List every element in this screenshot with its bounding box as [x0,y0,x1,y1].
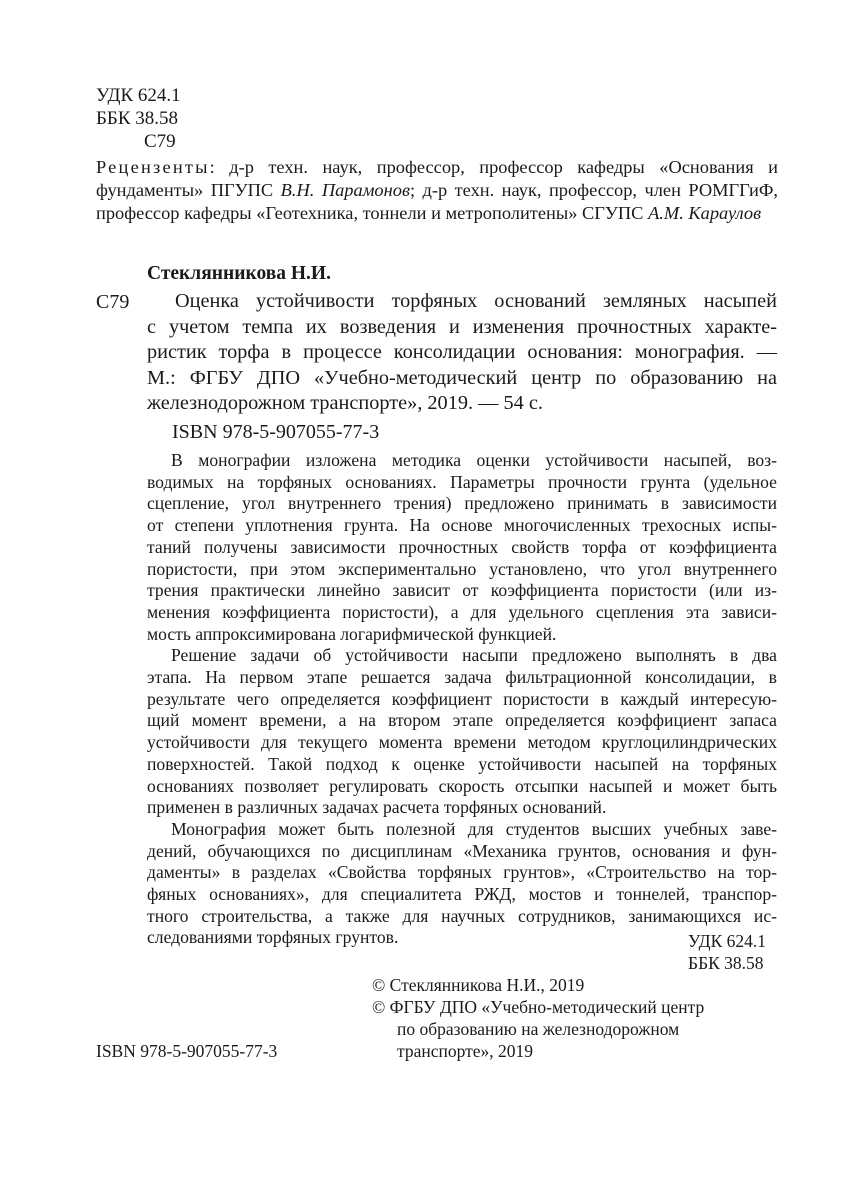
abstract-line: В монографии изложена методика оценки устойчивости насыпей, воз- [171,450,777,470]
abstract-line: мость аппроксимирована логарифмической функцией. [147,623,557,644]
copyright-author: © Стеклянникова Н.И., 2019 [372,975,585,995]
abstract-paragraph-1 [147,450,777,645]
title-line: ристик торфа в процессе консолидации основания: монография. — [147,341,777,364]
reviewers-label: Рецензенты [96,157,210,177]
abstract-line: от степени уплотнения грунта. На основе многочисленных трехосных испы- [147,515,777,536]
reviewer-name-1: В.Н. Парамонов [280,180,410,200]
reviewers-paragraph [96,156,778,225]
abstract-line: тного строительства, а также для научных сотрудников, занимающихся ис- [147,905,777,926]
title-line: Оценка устойчивости торфяных оснований земляных насыпей [175,290,777,312]
reviewer-name-2: А.М. Караулов [648,203,762,223]
abstract-line: Монография может быть полезной для студентов высших учебных заве- [171,818,777,839]
title-line: М.: ФГБУ ДПО «Учебно-методический центр по образованию на [147,366,777,389]
title-line: железнодорожном транспорте», 2019. — 54 с. [147,392,543,415]
footer-udk: УДК 624.1 [688,931,766,951]
bibliographic-title [147,289,777,417]
abstract-line: щий момент времени, а на втором этапе определяется коэффициент запаса [147,710,777,731]
abstract-line: дений, обучающихся по дисциплинам «Механика грунтов, основания и фун- [147,840,777,861]
abstract-line: трения практически линейно зависит от коэффициента пористости (или из- [147,580,777,601]
title-line: с учетом темпа их возведения и изменения прочностных характе- [147,315,777,338]
abstract-line: этапа. На первом этапе решается задача фильтрационной консолидации, в [147,667,777,688]
bbk-code: ББК 38.58 [96,108,178,129]
copyright-block [372,974,704,1062]
udk-code: УДК 624.1 [96,85,181,106]
copyright-publisher-line-3: транспорте», 2019 [397,1041,534,1061]
record-code: С79 [96,291,130,313]
abstract-line: применен в различных задачах расчета торфяных оснований. [147,797,607,818]
abstract-line: водимых на торфяных основаниях. Параметры прочности грунта (удельное [147,471,777,492]
footer-classification [688,930,766,974]
abstract-line: сцепление, угол внутреннего трения) предложено принимать в зависимости [147,493,777,514]
footer-bbk: ББК 38.58 [688,953,764,973]
reviewers-text-2: ; д-р техн. наук, профессор, член РОМГГиФ, профессор кафедры «Геотехника, тоннели и метрополитены» СГУПС [96,180,778,223]
abstract-line: Решение задачи об устойчивости насыпи предложено выполнять в два [171,645,777,666]
reviewers-text-1: : д-р техн. наук, профессор, профессор кафедры «Основания и фундаменты» ПГУПС [96,157,778,200]
abstract-paragraph-3 [147,819,777,949]
footer-isbn: ISBN 978-5-907055-77-3 [96,1041,278,1061]
copyright-publisher-line-2: по образованию на железнодорожном [397,1019,680,1039]
abstract-paragraph-2 [147,645,777,819]
author-mark: С79 [144,131,176,152]
abstract-line: менения коэффициента пористости), а для удельного сцепления эта зависи- [147,601,777,622]
copyright-publisher: © ФГБУ ДПО «Учебно-методический центр [372,997,705,1017]
abstract-line: основаниях позволяет регулировать скорость отсыпки насыпей и может быть [147,775,777,796]
abstract [147,450,777,949]
abstract-line: фяных основаниях», для специалитета РЖД, мостов и тоннелей, транспор- [147,884,777,905]
abstract-line: следованиями торфяных грунтов. [147,927,399,948]
abstract-line: устойчивости для текущего момента времени методом круглоцилиндрических [147,732,777,753]
abstract-line: даменты» в разделах «Свойства торфяных грунтов», «Строительство на тор- [147,862,777,883]
abstract-line: результате чего определяется коэффициент пористости в каждый интересую- [147,688,777,709]
isbn-record: ISBN 978-5-907055-77-3 [172,421,380,443]
abstract-line: пористости, при этом экспериментально установлено, что угол внутреннего [147,558,777,579]
abstract-line: поверхностей. Такой подход к оценке устойчивости насыпей на торфяных [147,753,777,774]
author-heading: Стеклянникова Н.И. [147,263,331,284]
abstract-line: таний получены зависимости прочностных свойств торфа от коэффициента [147,536,777,557]
classification-block [96,84,181,153]
